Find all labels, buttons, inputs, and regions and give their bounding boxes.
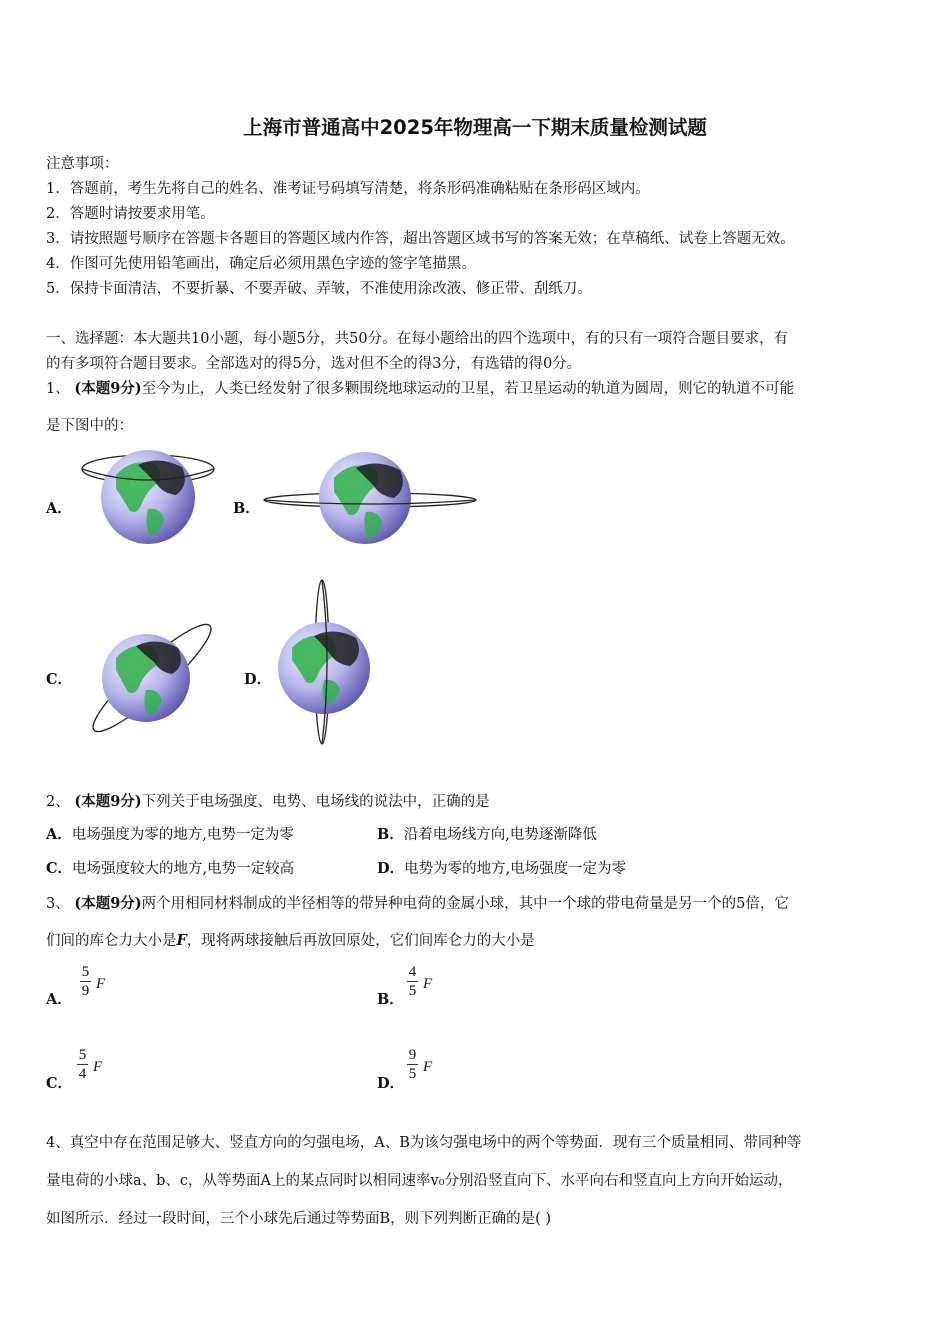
q3-option-d-num: 9 — [408, 1047, 417, 1063]
q3-text-2a: 们间的库仑力大小是 — [46, 933, 177, 949]
q2-option-c-label: C． — [46, 860, 73, 877]
q3-number: 3、 — [46, 896, 70, 912]
notice-item-5: 5．保持卡面清洁，不要折暴、不要弄破、弄皱，不准使用涂改液、修正带、刮纸刀。 — [46, 281, 592, 297]
q1-number: 1、 — [46, 381, 70, 397]
q2-option-d[interactable] — [377, 857, 626, 878]
globe-orbit-d-figure[interactable] — [274, 578, 374, 748]
q3-option-d-var: F — [423, 1059, 433, 1075]
q3-option-a-num: 5 — [81, 964, 90, 980]
q4-stem-line-2: 量电荷的小球a、b、c，从等势面A上的某点同时以相同速率v₀分别沿竖直向下、水平向右和竖直向上方向开始运动， — [46, 1173, 793, 1189]
q3-text: 两个用相同材料制成的半径相等的带异种电荷的金属小球，其中一个球的带电荷量是另一个的5倍，它 — [141, 896, 789, 912]
q2-option-b-label: B． — [377, 826, 404, 843]
q3-force-var: F — [176, 932, 187, 949]
q2-option-d-label: D． — [377, 860, 405, 877]
section-intro-line-2: 的有多项符合题目要求。全部选对的得5分，选对但不全的得3分，有选错的得0分。 — [46, 356, 582, 372]
q3-option-a-den: 9 — [81, 983, 90, 999]
q3-option-d-label[interactable]: D． — [377, 1075, 405, 1092]
q2-option-b-text: 沿着电场线方向,电势逐渐降低 — [403, 827, 597, 843]
q4-stem-line-1: 4、真空中存在范围足够大、竖直方向的匀强电场，A、B为该匀强电场中的两个等势面．现有三个质量相同、带同种等 — [46, 1135, 802, 1151]
q2-option-c-text: 电场强度较大的地方,电势一定较高 — [72, 861, 295, 877]
q2-option-a-label: A． — [46, 826, 72, 843]
q3-option-c-den: 4 — [78, 1066, 87, 1082]
q3-option-b-num: 4 — [408, 964, 417, 980]
q2-option-c[interactable] — [46, 857, 294, 878]
globe-orbit-b-figure[interactable] — [262, 450, 482, 550]
q3-option-c-label[interactable]: C． — [46, 1075, 73, 1092]
q1-stem-line-1 — [46, 377, 794, 398]
notice-item-3: 3．请按照题号顺序在答题卡各题目的答题区域内作答，超出答题区域书写的答案无效；在草稿纸、试卷上答题无效。 — [46, 231, 795, 247]
q3-option-a-var: F — [96, 976, 106, 992]
q3-score: (本题9分) — [74, 895, 142, 912]
q2-text: 下列关于电场强度、电势、电场线的说法中，正确的是 — [141, 794, 490, 810]
section-intro-line-1: 一、选择题：本大题共10小题，每小题5分，共50分。在每小题给出的四个选项中，有的只有一项符合题目要求，有 — [46, 331, 789, 347]
q2-number: 2、 — [46, 794, 70, 810]
q1-stem-line-2: 是下图中的： — [46, 418, 133, 434]
globe-orbit-c-figure[interactable] — [80, 612, 225, 747]
q2-option-a-text: 电场强度为零的地方,电势一定为零 — [71, 827, 294, 843]
q3-option-b-den: 5 — [408, 983, 417, 999]
q3-text-2b: ，现将两球接触后再放回原处，它们间库仑力的大小是 — [186, 933, 535, 949]
q4-stem-line-3: 如图所示．经过一段时间，三个小球先后通过等势面B，则下列判断正确的是( ) — [46, 1211, 552, 1227]
q3-stem-line-2 — [46, 929, 535, 950]
notice-item-1: 1．答题前，考生先将自己的姓名、准考证号码填写清楚，将条形码准确粘贴在条形码区域内。 — [46, 181, 650, 197]
q3-option-d-fraction — [407, 1047, 418, 1082]
q2-option-b[interactable] — [377, 823, 597, 844]
q1-option-a-label[interactable]: A． — [46, 500, 72, 517]
q3-option-a-label[interactable]: A． — [46, 991, 72, 1008]
q3-option-b-fraction — [407, 964, 418, 999]
q3-option-a-fraction — [80, 964, 91, 999]
q2-score: (本题9分) — [74, 793, 142, 810]
notice-heading: 注意事项： — [46, 156, 119, 172]
q3-option-c-fraction — [77, 1047, 88, 1082]
q2-option-a[interactable] — [46, 823, 294, 844]
q2-option-d-text: 电势为零的地方,电场强度一定为零 — [404, 861, 627, 877]
q1-score: (本题9分) — [74, 380, 142, 397]
q1-option-b-label[interactable]: B． — [233, 500, 260, 517]
notice-item-4: 4．作图可先使用铅笔画出，确定后必须用黑色字迹的签字笔描黑。 — [46, 256, 476, 272]
notice-item-2: 2．答题时请按要求用笔。 — [46, 206, 215, 222]
page-title: 上海市普通高中2025年物理高一下期末质量检测试题 — [243, 116, 707, 139]
q3-option-b-label[interactable]: B． — [377, 991, 404, 1008]
q1-text: 至今为止，人类已经发射了很多颗围绕地球运动的卫星，若卫星运动的轨道为圆周，则它的轨道不可能 — [141, 381, 795, 397]
q3-option-d-den: 5 — [408, 1066, 417, 1082]
q3-option-c-num: 5 — [78, 1047, 87, 1063]
q2-stem — [46, 790, 490, 811]
q3-option-b-var: F — [423, 976, 433, 992]
q3-option-c-var: F — [93, 1059, 103, 1075]
q3-stem-line-1 — [46, 892, 789, 913]
globe-orbit-a-figure[interactable] — [78, 445, 218, 550]
q1-option-c-label[interactable]: C． — [46, 671, 73, 688]
q1-option-d-label[interactable]: D． — [244, 671, 272, 688]
